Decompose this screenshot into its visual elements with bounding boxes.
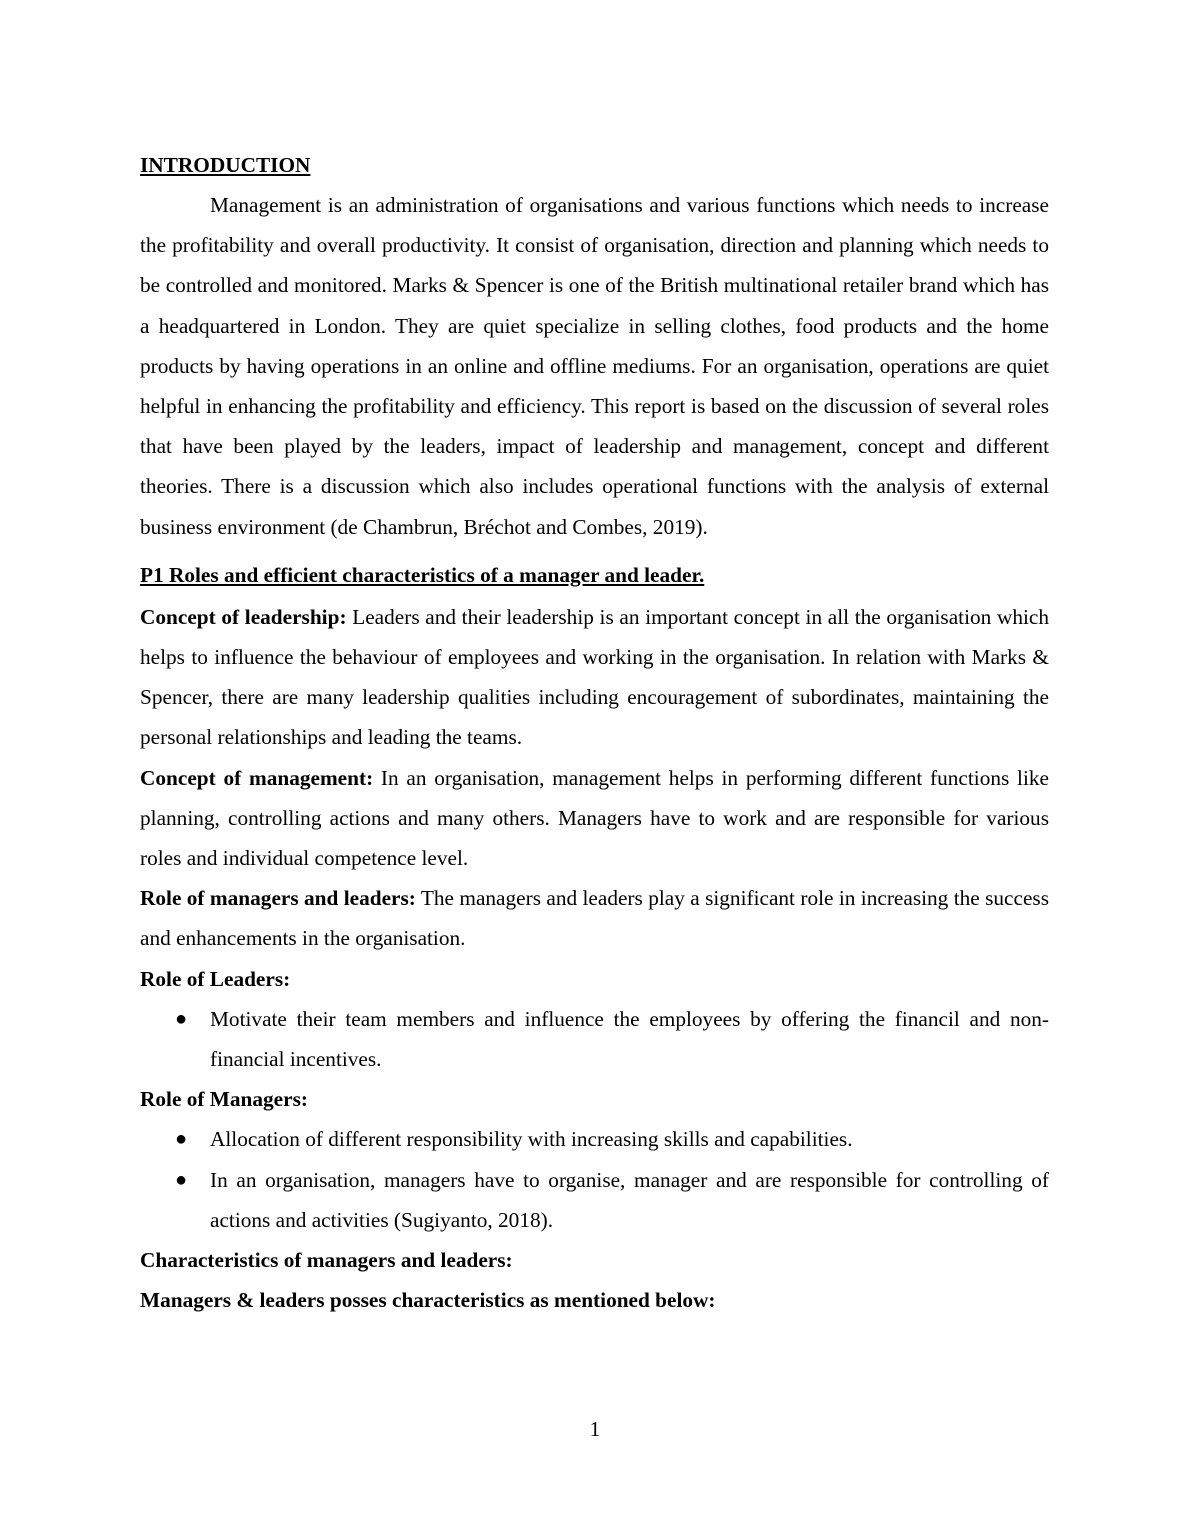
management-paragraph (140, 758, 1049, 879)
bullet-icon: ● (175, 1007, 188, 1030)
management-label: Concept of management: (140, 765, 374, 790)
list-item-text: Motivate their team members and influence the employees by offering the financil and non-financial incentives. (210, 1006, 1049, 1072)
introduction-paragraph: Management is an administration of organisations and various functions which needs to increase the profitability and overall productivity. It consist of organisation, direction and planning which needs to be controlled and monitored. Marks & Spencer is one of the British multinational retailer brand which has a headquartered in London. They are quiet specialize in selling clothes, food products and the home products by having operations in an online and offline mediums. For an organisation, operations are quiet helpful in enhancing the profitability and efficiency. This report is based on the discussion of several roles that have been played by the leaders, impact of leadership and management, concept and different theories. There is a discussion which also includes operational functions with the analysis of external business environment (de Chambrun, Bréchot and Combes, 2019). (140, 193, 1049, 539)
leadership-text: Leaders and their leadership is an important concept in all the organisation which helps to influence the behaviour of employees and working in the organisation. In relation with Marks & Spencer, there are many leadership qualities including encouragement of subordinates, maintaining the personal relationships and leading the teams. (140, 604, 1050, 750)
list-item (140, 1160, 1049, 1240)
role-of-managers-heading: Role of Managers: (140, 1087, 308, 1112)
characteristics-heading: Characteristics of managers and leaders: (140, 1248, 513, 1273)
list-item (140, 1119, 1049, 1159)
managers-list (140, 1119, 1049, 1240)
roles-text: The managers and leaders play a significant role in increasing the success and enhancements in the organisation. (140, 886, 1049, 951)
list-item (140, 999, 1049, 1079)
characteristics-intro: Managers & leaders posses characteristics as mentioned below: (140, 1288, 716, 1313)
leadership-label: Concept of leadership: (140, 604, 347, 629)
roles-label: Role of managers and leaders: (140, 886, 416, 911)
bullet-icon: ● (175, 1128, 188, 1151)
page-number: 1 (589, 1417, 601, 1441)
roles-paragraph (140, 878, 1049, 958)
management-text: In an organisation, management helps in performing different functions like planning, controlling actions and many others. Managers have to work and are responsible for various roles and individual competence level. (140, 765, 1049, 871)
introduction-heading: INTRODUCTION (140, 153, 311, 177)
role-of-leaders-heading: Role of Leaders: (140, 966, 291, 991)
p1-heading: P1 Roles and efficient characteristics of a manager and leader. (140, 562, 705, 587)
list-item-text: Allocation of different responsibility with increasing skills and capabilities. (210, 1127, 853, 1152)
leaders-list (140, 999, 1049, 1079)
list-item-text: In an organisation, managers have to organise, manager and are responsible for controlling of actions and activities (Sugiyanto, 2018). (210, 1167, 1049, 1232)
bullet-icon: ● (175, 1168, 188, 1191)
leadership-paragraph (140, 597, 1049, 758)
page-content (140, 149, 1049, 1320)
